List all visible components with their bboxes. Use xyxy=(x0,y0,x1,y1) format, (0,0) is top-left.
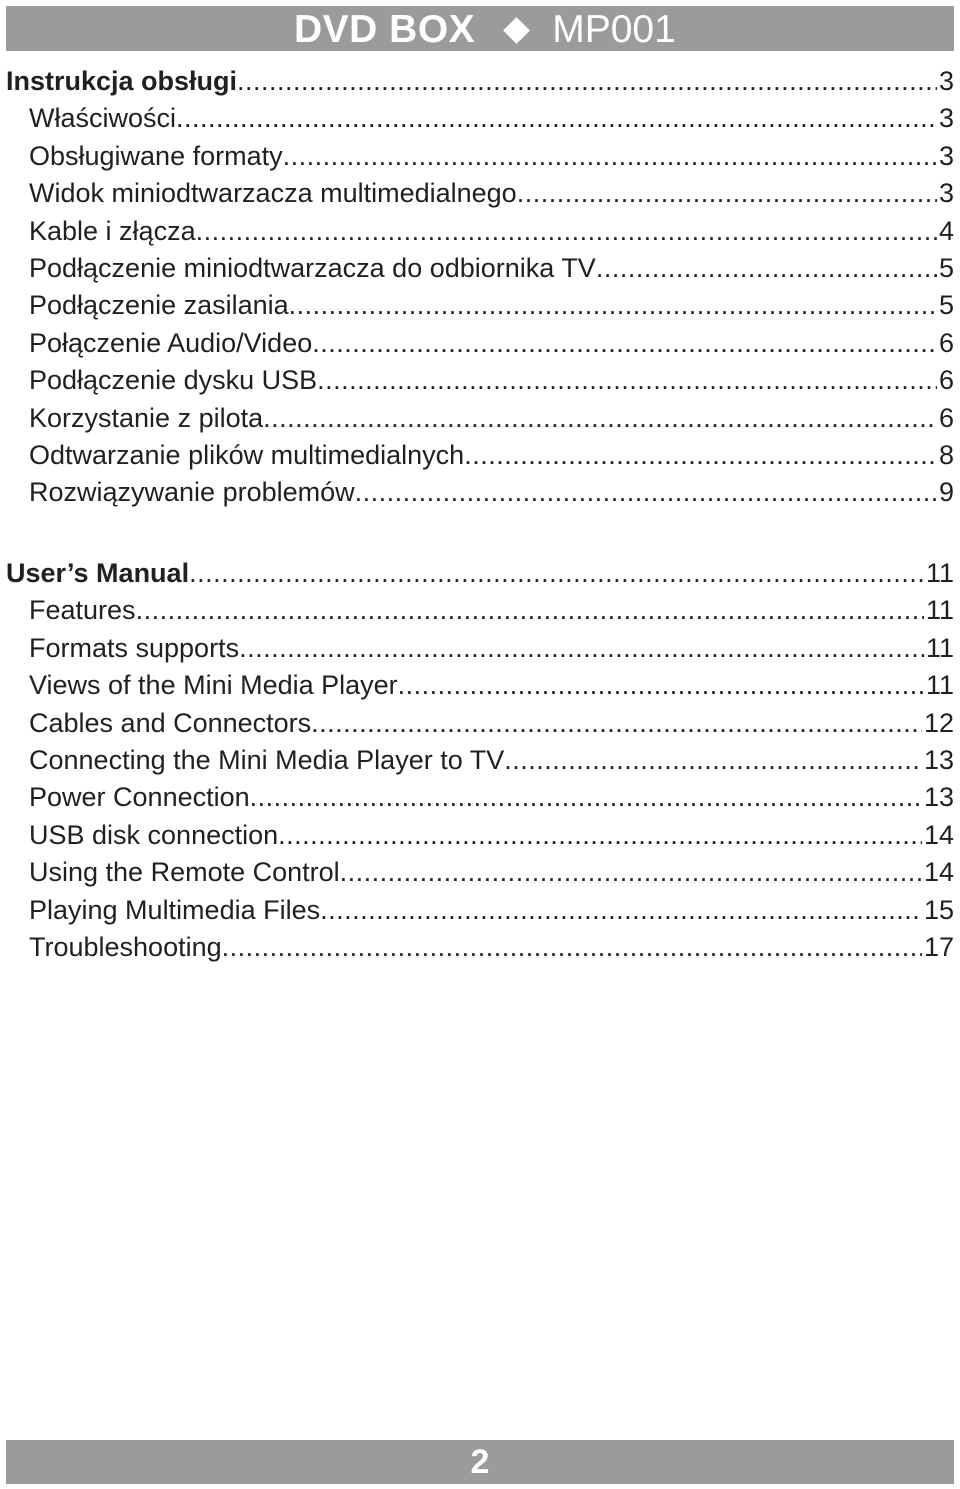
toc-entry[interactable] xyxy=(6,362,954,399)
toc-page-number: 11 xyxy=(925,595,954,626)
toc-page-number: 13 xyxy=(923,744,954,775)
toc-page-number: 6 xyxy=(938,365,954,396)
toc-entry[interactable] xyxy=(6,325,954,362)
toc-leader xyxy=(222,929,922,966)
toc-entry[interactable] xyxy=(6,100,954,137)
toc-entry-label: Features xyxy=(29,595,136,626)
toc-entry-label: Podłączenie miniodtwarzacza do odbiornika TV xyxy=(29,252,596,283)
toc-entry-label: Power Connection xyxy=(29,782,250,813)
toc-leader xyxy=(312,325,937,362)
toc-leader xyxy=(176,100,937,137)
toc-entry-label: Korzystanie z pilota xyxy=(29,402,264,433)
toc-entry[interactable] xyxy=(6,779,954,816)
toc-entry[interactable] xyxy=(6,138,954,175)
toc-entry[interactable] xyxy=(6,742,954,779)
toc-leader xyxy=(196,213,937,250)
toc-page-number: 6 xyxy=(938,402,954,433)
brand-name: DVD BOX xyxy=(294,8,476,51)
toc-entry-label: Connecting the Mini Media Player to TV xyxy=(29,744,505,775)
toc-page-number: 11 xyxy=(925,670,954,701)
toc-english xyxy=(6,555,954,966)
toc-leader xyxy=(596,250,937,287)
toc-entry-label: Właściwości xyxy=(29,103,177,134)
toc-leader xyxy=(239,630,924,667)
toc-page-number: 9 xyxy=(938,477,954,508)
toc-polish xyxy=(6,63,954,512)
toc-entry[interactable] xyxy=(6,705,954,742)
toc-entry[interactable] xyxy=(6,287,954,324)
footer-bar xyxy=(6,1440,954,1484)
toc-entry-label: Kable i złącza xyxy=(29,215,196,246)
toc-leader xyxy=(311,705,922,742)
toc-leader xyxy=(136,592,924,629)
toc-entry-label: Odtwarzanie plików multimedialnych xyxy=(29,439,465,470)
toc-leader xyxy=(317,362,937,399)
toc-leader xyxy=(263,400,937,437)
toc-leader xyxy=(464,437,937,474)
toc-page-number: 4 xyxy=(938,215,954,246)
toc-page-number: 6 xyxy=(938,327,954,358)
toc-entry[interactable] xyxy=(6,854,954,891)
toc-entry-label: Views of the Mini Media Player xyxy=(29,670,398,701)
toc-page-number: 14 xyxy=(923,819,954,850)
toc-entry[interactable] xyxy=(6,250,954,287)
toc-leader xyxy=(517,175,937,212)
toc-page-number: 3 xyxy=(938,140,954,171)
model-number: MP001 xyxy=(552,8,676,51)
toc-heading-label: User’s Manual xyxy=(6,558,190,588)
toc-entry-label: Formats supports xyxy=(29,632,240,663)
toc-leader xyxy=(283,138,937,175)
toc-entry-label: Playing Multimedia Files xyxy=(29,894,321,925)
toc-leader xyxy=(355,474,937,511)
header-title xyxy=(294,10,676,50)
toc-leader xyxy=(340,854,922,891)
toc-entry-label: Obsługiwane formaty xyxy=(29,140,283,171)
toc-page-number: 17 xyxy=(923,931,954,962)
toc-page-number: 3 xyxy=(938,178,954,209)
toc-page-number: 11 xyxy=(925,558,954,588)
diamond-icon xyxy=(503,17,530,44)
toc-heading[interactable] xyxy=(6,555,954,592)
toc-leader xyxy=(250,779,922,816)
toc-entry[interactable] xyxy=(6,213,954,250)
header-bar xyxy=(6,6,954,51)
toc-page-number: 3 xyxy=(938,66,954,96)
toc-entry[interactable] xyxy=(6,630,954,667)
toc-leader xyxy=(278,817,922,854)
toc-entry-label: USB disk connection xyxy=(29,819,279,850)
toc-page-number: 3 xyxy=(938,103,954,134)
toc-entry[interactable] xyxy=(6,175,954,212)
toc-entry[interactable] xyxy=(6,929,954,966)
toc-page-number: 11 xyxy=(925,632,954,663)
toc-entry-label: Podłączenie zasilania xyxy=(29,290,289,321)
toc-page-number: 13 xyxy=(923,782,954,813)
toc-leader xyxy=(289,287,937,324)
toc-entry-label: Cables and Connectors xyxy=(29,707,312,738)
toc-leader xyxy=(320,892,922,929)
toc-heading-label: Instrukcja obsługi xyxy=(6,66,238,96)
toc-entry-label: Połączenie Audio/Video xyxy=(29,327,313,358)
toc-entry-label: Widok miniodtwarzacza multimedialnego xyxy=(29,178,517,209)
page-number: 2 xyxy=(470,1442,490,1481)
toc-entry-label: Using the Remote Control xyxy=(29,857,340,888)
toc-entry-label: Podłączenie dysku USB xyxy=(29,365,318,396)
toc-page-number: 5 xyxy=(938,252,954,283)
toc-leader xyxy=(398,667,924,704)
toc-heading[interactable] xyxy=(6,63,954,100)
toc-page-number: 15 xyxy=(923,894,954,925)
toc-page-number: 5 xyxy=(938,290,954,321)
toc-entry[interactable] xyxy=(6,474,954,511)
toc-leader xyxy=(237,63,937,100)
toc-entry-label: Troubleshooting xyxy=(29,931,222,962)
toc-page-number: 14 xyxy=(923,857,954,888)
toc-entry[interactable] xyxy=(6,667,954,704)
toc-page-number: 8 xyxy=(938,439,954,470)
toc-leader xyxy=(504,742,922,779)
toc-entry[interactable] xyxy=(6,592,954,629)
toc-leader xyxy=(189,555,924,592)
toc-page-number: 12 xyxy=(923,707,954,738)
toc-entry-label: Rozwiązywanie problemów xyxy=(29,477,355,508)
toc-entry[interactable] xyxy=(6,817,954,854)
toc-entry[interactable] xyxy=(6,437,954,474)
toc-entry[interactable] xyxy=(6,892,954,929)
toc-entry[interactable] xyxy=(6,400,954,437)
